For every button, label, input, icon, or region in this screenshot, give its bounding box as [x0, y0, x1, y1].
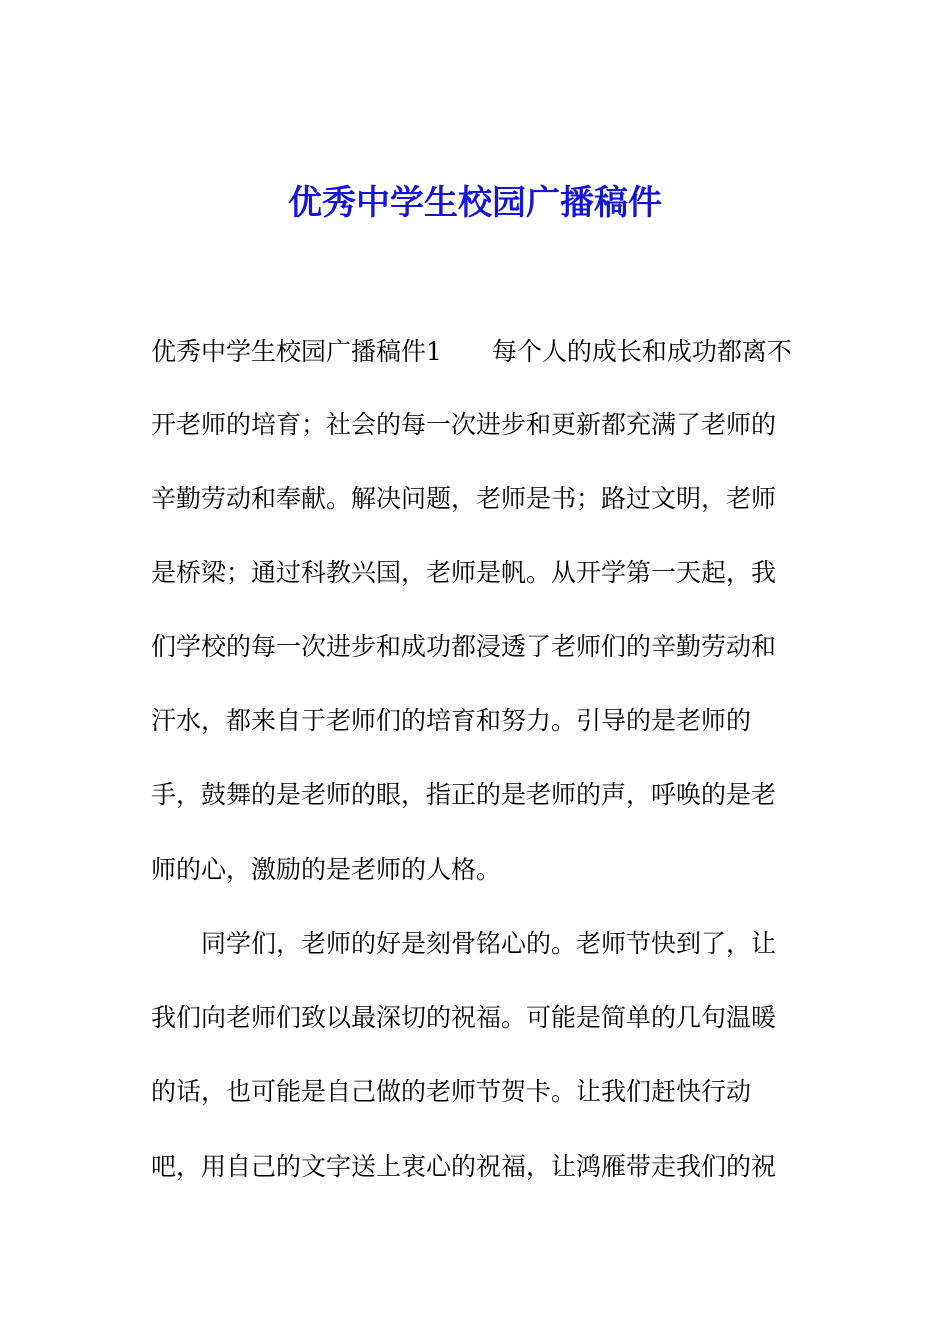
body-line-2: 开老师的培育；社会的每一次进步和更新都充满了老师的 — [151, 410, 777, 439]
body-line-12: 吧，用自己的文字送上衷心的祝福，让鸿雁带走我们的祝 — [151, 1152, 777, 1181]
body-line-9: 同学们，老师的好是刻骨铭心的。老师节快到了，让 — [151, 929, 777, 958]
body-line-3: 辛勤劳动和奉献。解决问题，老师是书；路过文明，老师 — [151, 484, 777, 513]
body-line-10: 我们向老师们致以最深切的祝福。可能是简单的几句温暖 — [151, 1003, 777, 1032]
body-line-8: 师的心，激励的是老师的人格。 — [151, 855, 502, 884]
body-line-11: 的话，也可能是自己做的老师节贺卡。让我们赶快行动 — [151, 1077, 752, 1106]
body-line-1: 优秀中学生校园广播稿件1 每个人的成长和成功都离不 — [151, 337, 792, 366]
body-line-4: 是桥梁；通过科教兴国，老师是帆。从开学第一天起，我 — [151, 558, 777, 587]
body-line-5: 们学校的每一次进步和成功都浸透了老师们的辛勤劳动和 — [151, 632, 777, 661]
body-line-6: 汗水，都来自于老师们的培育和努力。引导的是老师的 — [151, 706, 752, 735]
document-title: 优秀中学生校园广播稿件 — [288, 183, 662, 223]
body-line-7: 手，鼓舞的是老师的眼，指正的是老师的声，呼唤的是老 — [151, 780, 777, 809]
